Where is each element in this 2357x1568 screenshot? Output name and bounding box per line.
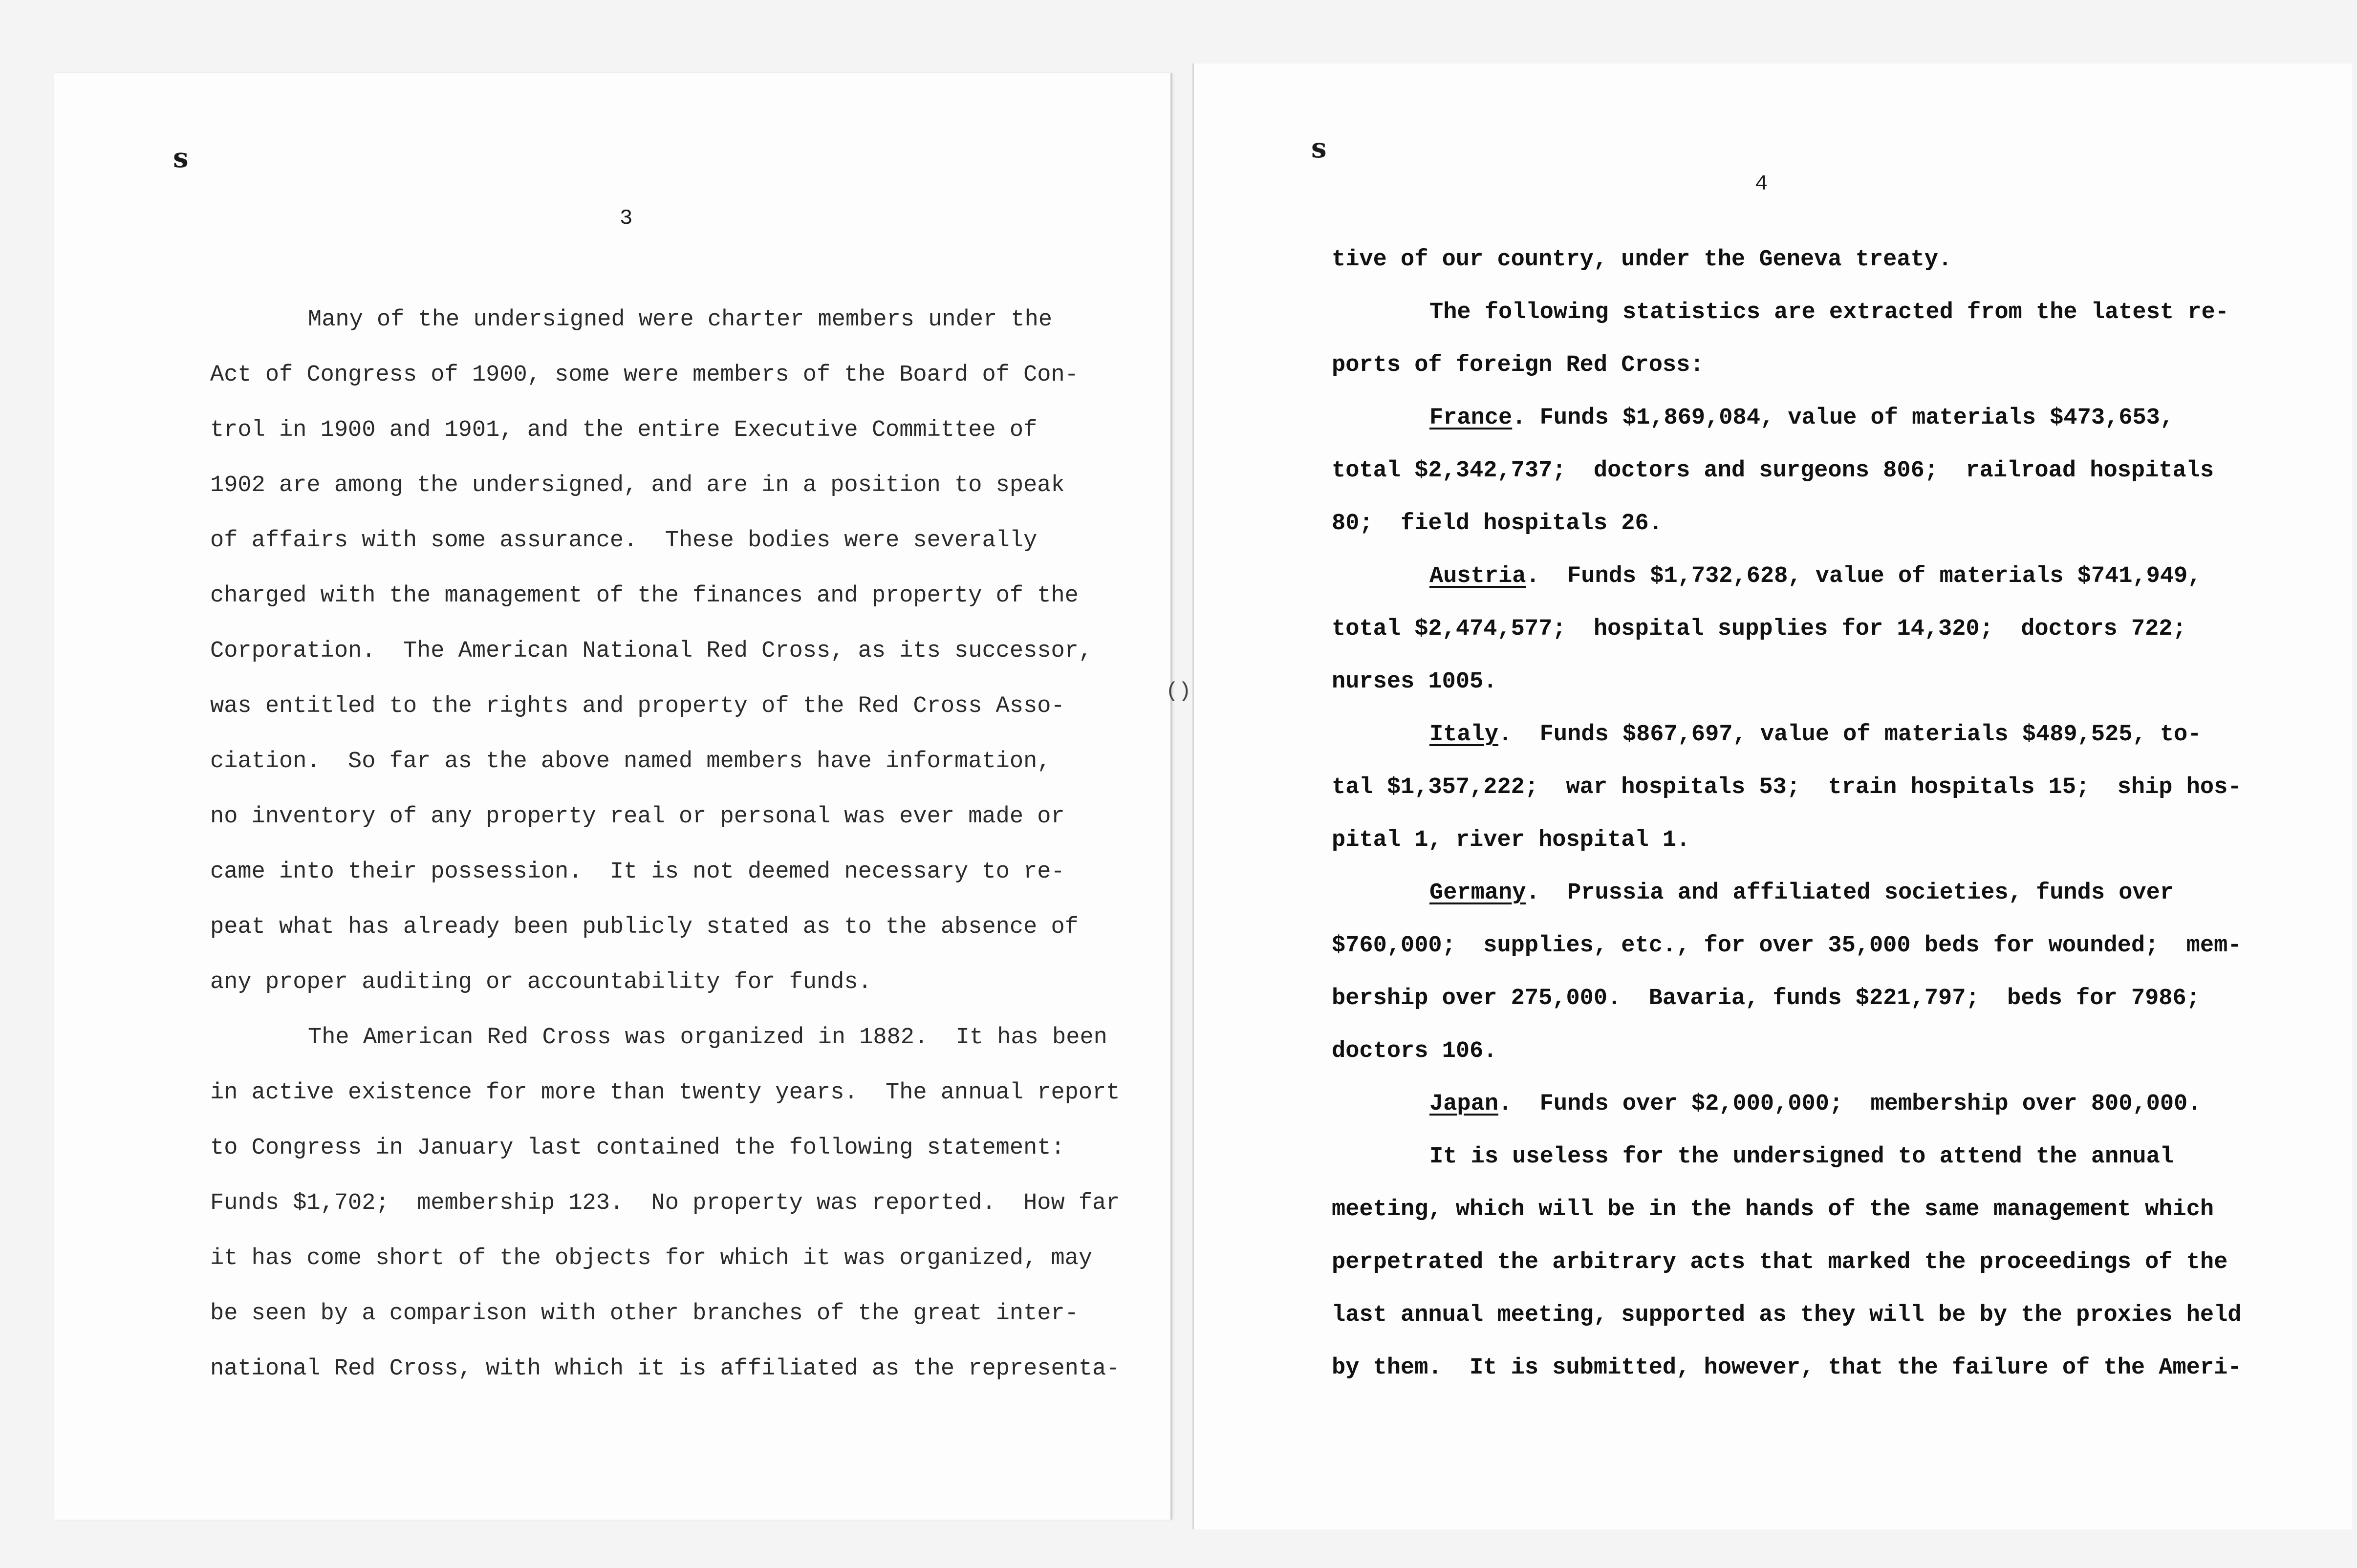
line-text: bership over 275,000. Bavaria, funds $221,797; beds for 7986; (1332, 986, 2200, 1011)
page-number: 3 (620, 206, 633, 231)
line-text: doctors 106. (1332, 1038, 1497, 1064)
line-text: The following statistics are extracted from the latest re- (1429, 300, 2229, 325)
text-line (1332, 300, 2229, 325)
line-text: tive of our country, under the Geneva treaty. (1332, 247, 1952, 273)
line-text: by them. It is submitted, however, that the failure of the Ameri- (1332, 1355, 2242, 1381)
text-line (210, 1190, 1120, 1216)
text-line (210, 417, 1037, 443)
line-text: charged with the management of the finances and property of the (210, 583, 1079, 609)
page-number: 4 (1755, 172, 1768, 196)
line-text: It is useless for the undersigned to attend the annual (1429, 1144, 2174, 1170)
text-line (210, 1135, 1065, 1161)
text-line (210, 1080, 1120, 1106)
text-line (1332, 458, 2214, 484)
line-text: of affairs with some assurance. These bodies were severally (210, 528, 1038, 554)
line-text: Corporation. The American National Red Cross, as its successor, (210, 638, 1093, 664)
text-line (1332, 1249, 2227, 1275)
text-line (210, 859, 1065, 885)
line-text: it has come short of the objects for which it was organized, may (210, 1246, 1093, 1271)
line-text: 80; field hospitals 26. (1332, 511, 1663, 537)
text-line (210, 1356, 1120, 1382)
text-line (1332, 986, 2200, 1011)
line-text: national Red Cross, with which it is affiliated as the representa- (210, 1356, 1120, 1382)
page-mark: s (1311, 132, 1327, 164)
text-line (1332, 1197, 2214, 1223)
country-heading: Italy (1429, 722, 1499, 748)
text-line (1332, 352, 1704, 378)
text-line (1332, 1038, 1497, 1064)
text-line (210, 914, 1079, 940)
line-text: Many of the undersigned were charter members under the (308, 307, 1053, 333)
line-text: in active existence for more than twenty years. The annual report (210, 1080, 1120, 1106)
text-line (210, 969, 872, 995)
text-line (210, 528, 1037, 554)
text-line (1332, 1302, 2242, 1328)
text-line (1332, 511, 1663, 537)
line-text: pital 1, river hospital 1. (1332, 827, 1690, 853)
country-heading: Austria (1429, 563, 1526, 589)
country-heading: Germany (1429, 880, 1526, 906)
line-text: total $2,474,577; hospital supplies for 14,320; doctors 722; (1332, 616, 2186, 642)
line-text: came into their possession. It is not deemed necessary to re- (210, 859, 1065, 885)
line-text: Act of Congress of 1900, some were members of the Board of Con- (210, 362, 1079, 388)
text-line (210, 307, 1052, 333)
line-text: . Funds $1,732,628, value of materials $741,949, (1526, 563, 2202, 589)
text-line (1332, 1144, 2174, 1170)
line-text: Funds $1,702; membership 123. No property was reported. How far (210, 1190, 1120, 1216)
page-mark: s (173, 142, 189, 174)
text-line (210, 1246, 1092, 1271)
line-text: . Funds $1,869,084, value of materials $473,653, (1512, 405, 2174, 431)
line-text: peat what has already been publicly stated as to the absence of (210, 914, 1079, 940)
line-text: tal $1,357,222; war hospitals 53; train hospitals 15; ship hos- (1332, 774, 2242, 800)
line-text: any proper auditing or accountability for funds. (210, 969, 872, 995)
line-text: meeting, which will be in the hands of the same management which (1332, 1197, 2214, 1223)
line-text: nurses 1005. (1332, 669, 1497, 695)
text-line (1332, 880, 2174, 906)
line-text: 1902 are among the undersigned, and are in a position to speak (210, 473, 1065, 498)
page-4 (1192, 64, 2352, 1529)
text-line (210, 362, 1079, 388)
line-text: be seen by a comparison with other branches of the great inter- (210, 1301, 1079, 1327)
text-line (1332, 933, 2242, 959)
line-text: ciation. So far as the above named members have information, (210, 749, 1051, 774)
line-text: ports of foreign Red Cross: (1332, 352, 1704, 378)
country-heading: France (1429, 405, 1513, 431)
line-text: . Funds $867,697, value of materials $489,525, to- (1498, 722, 2202, 748)
text-line (210, 473, 1065, 498)
line-text: . Prussia and affiliated societies, funds over (1526, 880, 2174, 906)
text-line (210, 804, 1065, 830)
text-line (1332, 405, 2174, 431)
text-line (1332, 563, 2201, 589)
line-text: trol in 1900 and 1901, and the entire Executive Committee of (210, 417, 1038, 443)
text-line (1332, 722, 2201, 748)
text-line (210, 1025, 1107, 1051)
text-line (1332, 774, 2242, 800)
text-line (1332, 827, 1690, 853)
text-line (1332, 669, 1497, 695)
line-text: total $2,342,737; doctors and surgeons 806; railroad hospitals (1332, 458, 2214, 484)
gutter-mark: () (1166, 679, 1191, 704)
text-line (210, 583, 1079, 609)
text-line (1332, 247, 1952, 273)
country-heading: Japan (1429, 1091, 1499, 1117)
line-text: was entitled to the rights and property of the Red Cross Asso- (210, 693, 1065, 719)
text-line (210, 1301, 1079, 1327)
line-text: perpetrated the arbitrary acts that marked the proceedings of the (1332, 1249, 2228, 1275)
line-text: The American Red Cross was organized in 1882. It has been (308, 1025, 1107, 1051)
text-line (210, 693, 1065, 719)
text-line (1332, 1355, 2242, 1381)
line-text: $760,000; supplies, etc., for over 35,000 beds for wounded; mem- (1332, 933, 2242, 959)
line-text: . Funds over $2,000,000; membership over 800,000. (1498, 1091, 2202, 1117)
page-3 (54, 73, 1172, 1520)
text-line (1332, 1091, 2201, 1117)
line-text: to Congress in January last contained the following statement: (210, 1135, 1065, 1161)
line-text: last annual meeting, supported as they will be by the proxies held (1332, 1302, 2242, 1328)
text-line (1332, 616, 2186, 642)
line-text: no inventory of any property real or personal was ever made or (210, 804, 1065, 830)
text-line (210, 749, 1051, 774)
text-line (210, 638, 1092, 664)
